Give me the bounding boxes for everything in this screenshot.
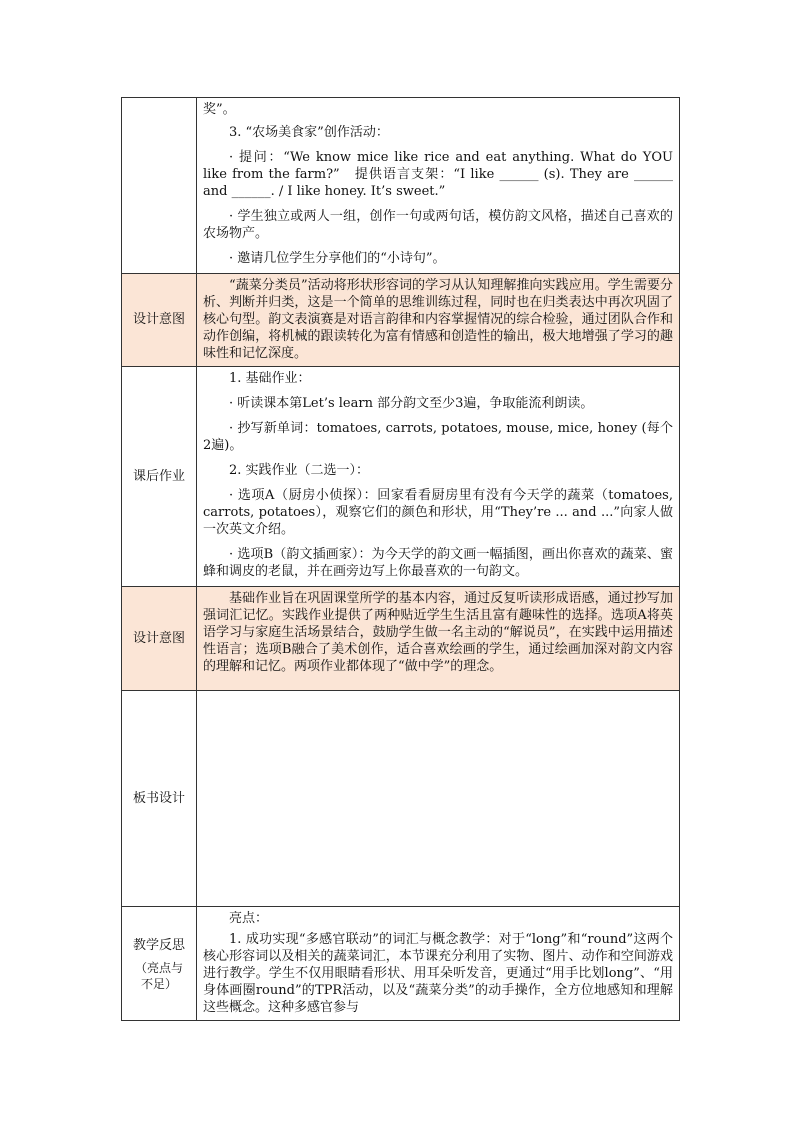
homework-label: 课后作业 <box>122 367 197 587</box>
activity-question: · 提问：“We know mice like rice and eat anything. What do YOU like from the farm?” 提供语言支架：“I like ______ (s). They are ______ and ______. / I like honey. It’s sweet.” <box>203 150 673 199</box>
activity-heading: 3. “农场美食家”创作活动： <box>229 125 389 140</box>
design-intent-text-2: 基础作业旨在巩固课堂所学的基本内容，通过反复听读形成语感，通过抄写加强词汇记忆。实践作业提供了两种贴近学生生活且富有趣味性的选择。选项A将英语学习与家庭生活场景结合，鼓励学生做一名主动的“解说员”，在实践中运用描述性语言；选项B融合了美术创作，适合喜欢绘画的学生，通过绘画加深对韵文内容的理解和记忆。两项作业都体现了“做中学”的理念。 <box>203 591 673 674</box>
reflection-heading: 亮点： <box>229 911 269 926</box>
board-design-label: 板书设计 <box>122 691 197 907</box>
activity-task: · 学生独立或两人一组，创作一句或两句话，模仿韵文风格，描述自己喜欢的农场物产。 <box>203 209 673 241</box>
activity-line-continuation: 奖”。 <box>203 102 236 117</box>
homework-option-a: · 选项A（厨房小侦探）：回家看看厨房里有没有今天学的蔬菜（tomatoes, carrots, potatoes），观察它们的颜色和形状，用“They’re ... and ...”向家人做一次英文介绍。 <box>203 488 673 537</box>
reflection-label: 教学反思 <box>132 937 185 953</box>
reflection-content <box>197 907 680 1021</box>
reflection-row <box>122 907 680 1021</box>
homework-row <box>122 367 680 587</box>
reflection-text: 1. 成功实现“多感官联动”的词汇与概念教学：对于“long”和“round”这两个核心形容词以及相关的蔬菜词汇，本节课充分利用了实物、图片、动作和空间游戏进行教学。学生不仅用眼睛看形状、用耳朵听发音，更通过“用手比划long”、“用身体画圈round”的TPR活动，以及“蔬菜分类”的动手操作，全方位地感知和理解这些概念。这种多感官参与 <box>203 932 673 1015</box>
activity-share: · 邀请几位学生分享他们的“小诗句”。 <box>229 251 446 266</box>
board-design-content <box>197 691 680 907</box>
design-intent-label-2: 设计意图 <box>122 587 197 691</box>
homework-basic-listen: · 听读课本第Let’s learn 部分韵文至少3遍，争取能流利朗读。 <box>229 396 594 411</box>
design-intent-content-2 <box>197 587 680 691</box>
reflection-label-cell <box>122 907 197 1021</box>
homework-option-b: · 选项B（韵文插画家）：为今天学的韵文画一幅插图，画出你喜欢的蔬菜、蜜蜂和调皮的老鼠，并在画旁边写上你最喜欢的一句韵文。 <box>203 547 673 579</box>
homework-content <box>197 367 680 587</box>
activity-content-cell <box>197 98 680 274</box>
lesson-plan-table <box>121 97 680 1021</box>
activity-row <box>122 98 680 274</box>
design-intent-label-1: 设计意图 <box>122 274 197 367</box>
homework-basic-copy: · 抄写新单词：tomatoes, carrots, potatoes, mouse, mice, honey (每个2遍)。 <box>203 421 673 453</box>
homework-practice-heading: 2. 实践作业（二选一）： <box>229 463 370 478</box>
reflection-sublabel: （亮点与不足） <box>134 960 183 991</box>
design-intent-text-1: “蔬菜分类员”活动将形状形容词的学习从认知理解推向实践应用。学生需要分析、判断并归类，这是一个简单的思维训练过程，同时也在归类表达中再次巩固了核心句型。韵文表演赛是对语言韵律和内容掌握情况的综合检验，通过团队合作和动作创编，将机械的跟读转化为富有情感和创造性的输出，极大地增强了学习的趣味性和记忆深度。 <box>203 278 673 361</box>
design-intent-row-2 <box>122 587 680 691</box>
board-design-row <box>122 691 680 907</box>
design-intent-content-1 <box>197 274 680 367</box>
homework-basic-heading: 1. 基础作业： <box>229 371 311 386</box>
activity-label-cell <box>122 98 197 274</box>
design-intent-row-1 <box>122 274 680 367</box>
